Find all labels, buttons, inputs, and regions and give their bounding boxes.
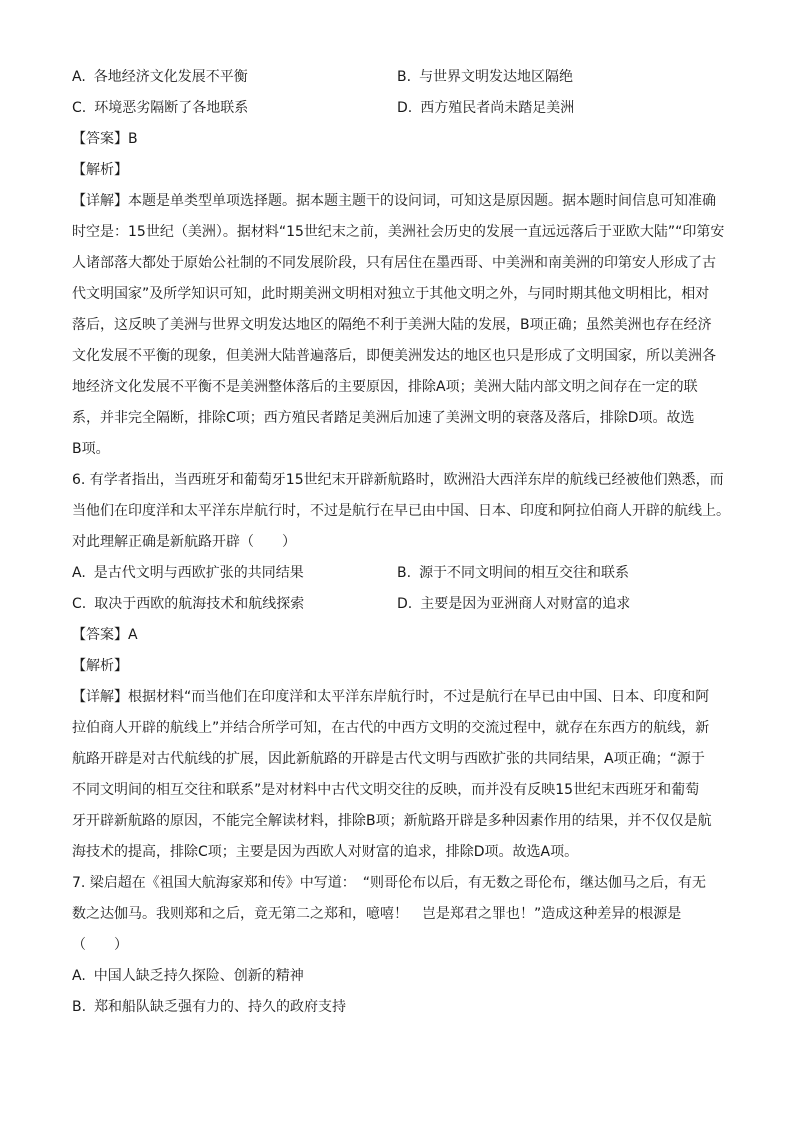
answer-value: B — [128, 131, 138, 147]
q5-options-row-1 — [72, 62, 732, 93]
detail-tag: 【详解】 — [72, 689, 128, 705]
option-label: D. — [397, 100, 413, 116]
answer-tag: 【答案】 — [72, 627, 128, 643]
detail-line: 代文明国家”及所学知识可知，此时期美洲文明相对独立于其他文明之外，与同时期其他文明相比，相对 — [72, 286, 710, 302]
detail-line: 牙开辟新航路的原因，不能完全解读材料，排除B项；新航路开辟是多种因素作用的结果，并不仅仅是航 — [72, 813, 712, 829]
detail-line: 系，并非完全隔断，排除C项；西方殖民者踏足美洲后加速了美洲文明的衰落及落后，排除D项。故选 — [72, 410, 695, 426]
q5-answer — [72, 124, 732, 155]
q5-option-d — [397, 93, 727, 124]
option-text: 中国人缺乏持久探险、创新的精神 — [93, 968, 304, 984]
stem-line: 数之达伽马。我则郑和之后，竟无第二之郑和，噫嘻！ 岂是郑君之罪也！”造成这种差异的根源是 — [72, 906, 682, 922]
option-text: 各地经济文化发展不平衡 — [93, 69, 248, 85]
stem-line: （ ） — [72, 937, 128, 953]
option-label: A. — [72, 565, 86, 581]
detail-text: 本题是单类型单项选择题。据本题主题干的设问词，可知这是原因题。据本题时间信息可知准确 — [128, 193, 716, 209]
option-label: B. — [72, 999, 87, 1015]
q6-stem — [72, 465, 732, 558]
option-text: 西方殖民者尚未踏足美洲 — [420, 100, 575, 116]
option-text: 是古代文明与西欧扩张的共同结果 — [93, 565, 304, 581]
q6-option-b — [397, 558, 727, 589]
answer-value: A — [128, 627, 138, 643]
q6-options-row-1 — [72, 558, 732, 589]
q7-stem — [72, 868, 732, 961]
answer-tag: 【答案】 — [72, 131, 128, 147]
stem-line: 6. 有学者指出，当西班牙和葡萄牙15世纪末开辟新航路时，欧洲沿大西洋东岸的航线已经被他们熟悉，而 — [72, 472, 724, 488]
option-text: 与世界文明发达地区隔绝 — [419, 69, 574, 85]
detail-tag: 【详解】 — [72, 193, 128, 209]
detail-text: 根据材料“而当他们在印度洋和太平洋东岸航行时，不过是航行在早已由中国、日本、印度和阿 — [128, 689, 710, 705]
stem-line: 当他们在印度洋和太平洋东岸航行时，不过是航行在早已由中国、日本、印度和阿拉伯商人开辟的航线上。 — [72, 503, 730, 519]
option-label: B. — [397, 69, 412, 85]
option-text: 郑和船队缺乏强有力的、持久的政府支持 — [94, 999, 347, 1015]
q5-option-b — [397, 62, 727, 93]
option-text: 主要是因为亚洲商人对财富的追求 — [420, 596, 631, 612]
option-label: A. — [72, 69, 86, 85]
option-label: C. — [72, 100, 87, 116]
detail-line: 拉伯商人开辟的航线上”并结合所学可知，在古代的中西方文明的交流过程中，就存在东西方的航线，新 — [72, 720, 710, 736]
q6-answer — [72, 620, 732, 651]
q6-analysis-heading — [72, 651, 732, 682]
q6-options-row-2 — [72, 589, 732, 620]
q5-analysis-heading — [72, 155, 732, 186]
detail-line: 不同文明间的相互交往和联系”是对材料中古代文明交往的反映，而并没有反映15世纪末西班牙和葡萄 — [72, 782, 700, 798]
q5-option-c — [72, 93, 397, 124]
option-label: D. — [397, 596, 413, 612]
analysis-tag: 【解析】 — [72, 162, 128, 178]
detail-line — [72, 186, 732, 217]
detail-line — [72, 682, 732, 713]
stem-line: 7. 梁启超在《祖国大航海家郑和传》中写道： “则哥伦布以后，有无数之哥伦布，继达伽马之后，有无 — [72, 875, 707, 891]
detail-line: 落后，这反映了美洲与世界文明发达地区的隔绝不利于美洲大陆的发展，B项正确；虽然美洲也存在经济 — [72, 317, 712, 333]
analysis-tag: 【解析】 — [72, 658, 128, 674]
detail-line: B项。 — [72, 441, 110, 457]
detail-line: 人诸部落大都处于原始公社制的不同发展阶段，只有居住在墨西哥、中美洲和南美洲的印第安人形成了古 — [72, 255, 716, 271]
option-text: 取决于西欧的航海技术和航线探索 — [94, 596, 305, 612]
option-text: 源于不同文明间的相互交往和联系 — [419, 565, 630, 581]
q6-detail — [72, 682, 732, 868]
option-label: B. — [397, 565, 412, 581]
q7-option-b — [72, 992, 732, 1023]
q6-option-c — [72, 589, 397, 620]
q7-option-a — [72, 961, 732, 992]
detail-line: 航路开辟是对古代航线的扩展，因此新航路的开辟是古代文明与西欧扩张的共同结果，A项正确；“源于 — [72, 751, 705, 767]
q5-options-row-2 — [72, 93, 732, 124]
detail-line: 地经济文化发展不平衡不是美洲整体落后的主要原因，排除A项；美洲大陆内部文明之间存在一定的联 — [72, 379, 698, 395]
option-text: 环境恶劣隔断了各地联系 — [94, 100, 249, 116]
detail-line: 海技术的提高，排除C项；主要是因为西欧人对财富的追求，排除D项。故选A项。 — [72, 844, 579, 860]
detail-line: 文化发展不平衡的现象，但美洲大陆普遍落后，即便美洲发达的地区也只是形成了文明国家，所以美洲各 — [72, 348, 716, 364]
detail-line: 时空是：15世纪（美洲）。据材料“15世纪末之前，美洲社会历史的发展一直远远落后于亚欧大陆”“印第安 — [72, 224, 725, 240]
q5-detail — [72, 186, 732, 465]
q6-option-a — [72, 558, 397, 589]
q5-option-a — [72, 62, 397, 93]
option-label: C. — [72, 596, 87, 612]
document-page — [72, 62, 732, 1023]
stem-line: 对此理解正确是新航路开辟（ ） — [72, 534, 296, 550]
q6-option-d — [397, 589, 727, 620]
option-label: A. — [72, 968, 86, 984]
